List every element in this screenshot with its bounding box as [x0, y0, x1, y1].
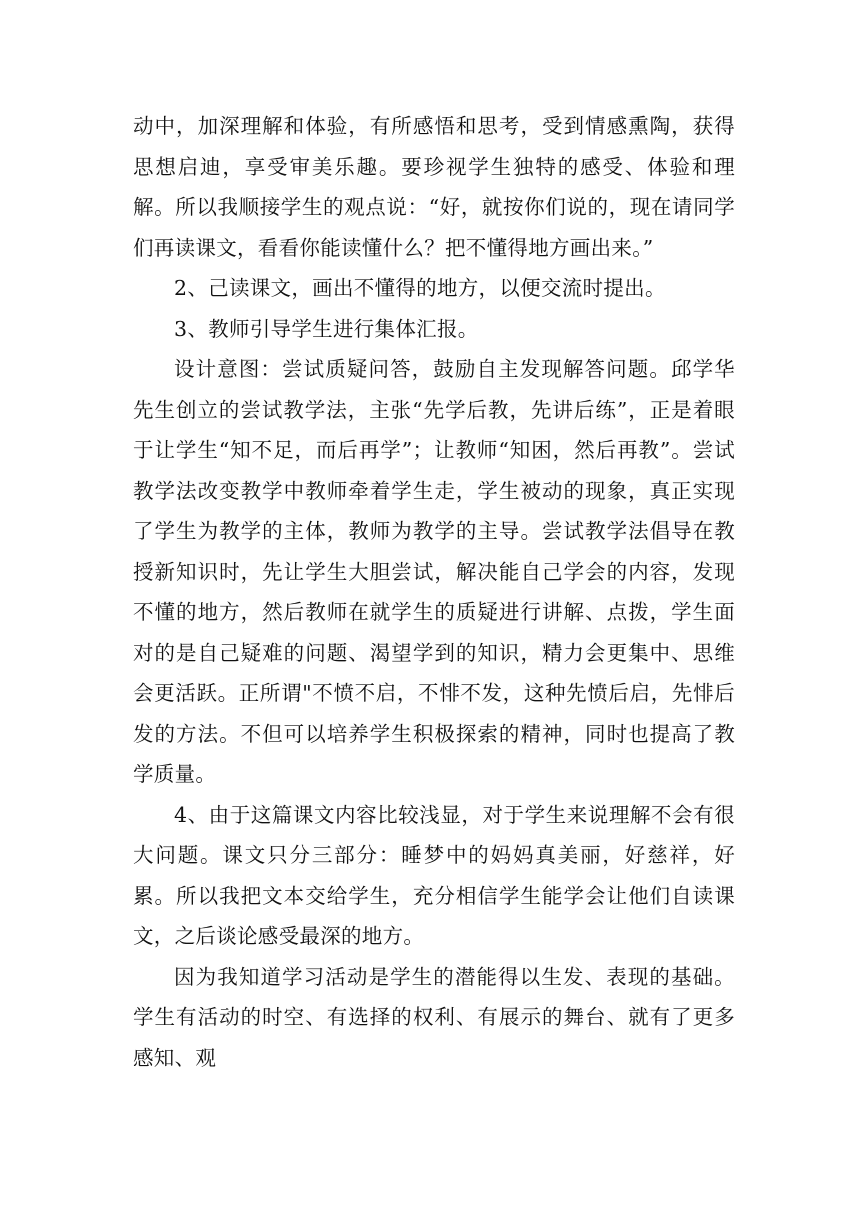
paragraph-continuation: 动中，加深理解和体验，有所感悟和思考，受到情感熏陶，获得思想启迪，享受审美乐趣。要珍视学生独特的感受、体验和理解。所以我顺接学生的观点说：“好，就按你们说的，现在请同学们再读课文，看看你能读懂什么？把不懂得地方画出来。” [133, 114, 735, 260]
document-body [133, 106, 735, 1078]
paragraph-step-2: 2、己读课文，画出不懂得的地方，以便交流时提出。 [174, 276, 666, 300]
paragraph-learning-activity: 因为我知道学习活动是学生的潜能得以生发、表现的基础。学生有活动的时空、有选择的权利、有展示的舞台、就有了更多感知、观 [133, 964, 735, 1070]
paragraph-step-4: 4、由于这篇课文内容比较浅显，对于学生来说理解不会有很大问题。课文只分三部分：睡梦中的妈妈真美丽，好慈祥，好累。所以我把文本交给学生，充分相信学生能学会让他们自读课文，之后谈论感受最深的地方。 [133, 802, 735, 948]
paragraph-step-3: 3、教师引导学生进行集体汇报。 [174, 316, 479, 341]
paragraph-design-intent: 设计意图：尝试质疑问答，鼓励自主发现解答问题。邱学华先生创立的尝试教学法，主张“先学后教，先讲后练”，正是着眼于让学生“知不足，而后再学”；让教师“知困，然后再教”。尝试教学法改变教学中教师牵着学生走，学生被动的现象，真正实现了学生为教学的主体，教师为教学的主导。尝试教学法倡导在教授新知识时，先让学生大胆尝试，解决能自己学会的内容，发现不懂的地方，然后教师在就学生的质疑进行讲解、点拨，学生面对的是自己疑难的问题、渴望学到的知识，精力会更集中、思维会更活跃。正所谓"不愤不启，不悱不发，这种先愤后启，先悱后发的方法。不但可以培养学生积极探索的精神，同时也提高了教学质量。 [133, 357, 735, 786]
